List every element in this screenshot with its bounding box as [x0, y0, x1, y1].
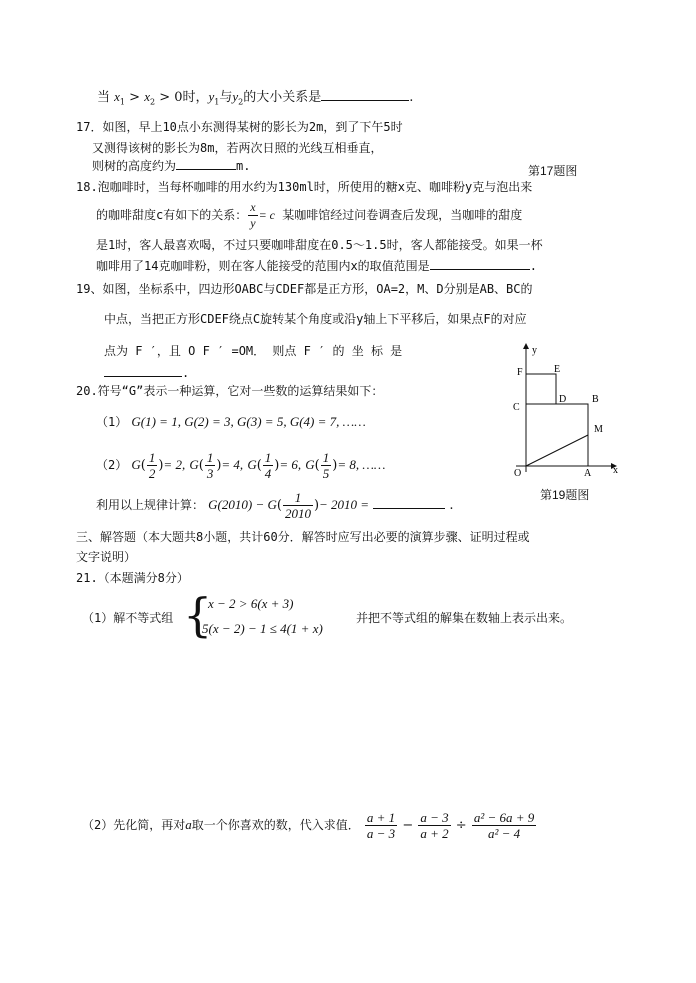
q21-part2: （2）先化简，再对a取一个你喜欢的数，代入求值． $\frac{a + 1}{a - 3}$ − $\frac{a - 3}{a + 2}$ ÷ $\frac{\text{a² − 6a + 9}}{\text{a² − 4}}$ — [82, 810, 535, 841]
answer-blank[interactable] — [104, 364, 182, 377]
label-x: x — [613, 465, 618, 476]
q18-line2: 的咖啡甜度c有如下的关系： $\frac{x}{y}$ = c 某咖啡馆经过问卷调查后发现，当咖啡的甜度 — [96, 200, 523, 230]
q18-line3: 是1时，客人最喜欢喝，不过只要咖啡甜度在0.5～1.5时，客人都能接受。如果一杯 — [96, 238, 543, 252]
label-C: C — [513, 402, 520, 413]
q19-line2: 中点，当把正方形CDEF绕点C旋转某个角度或沿y轴上下平移后，如果点F的对应 — [104, 312, 527, 326]
answer-blank[interactable] — [321, 88, 409, 101]
fraction-2: $\frac{a - 3}{a + 2}$ — [420, 810, 449, 841]
section3-line1: 三、解答题（本大题共8小题，共计60分．解答时应写出必要的演算步骤、证明过程或 — [76, 530, 530, 544]
label-F: F — [517, 367, 523, 378]
q21-header: 21.（本题满分8分） — [76, 571, 189, 585]
answer-blank[interactable] — [176, 157, 236, 170]
q20-row1: （1） G(1) = 1, G(2) = 3, G(3) = 5, G(4) = 7, …… — [96, 414, 366, 429]
q18-fraction: $\frac{x}{y}$ — [250, 200, 256, 230]
label-y: y — [532, 345, 537, 356]
square-OABC — [526, 404, 588, 466]
segment-OM — [526, 435, 588, 466]
q20-calc: 利用以上规律计算： G(2010) − G( $\frac{1}{2010}$ )− 2010 = . — [96, 490, 454, 521]
system-brace: { — [183, 588, 213, 642]
q21-part1-label: （1）解不等式组 — [82, 611, 174, 625]
q17-line3: 则树的高度约为 m. — [92, 159, 251, 173]
q18-line1: 18.泡咖啡时，当每杯咖啡的用水约为130ml时，所使用的糖x克、咖啡粉y克与泡出来 — [76, 180, 533, 194]
label-A: A — [584, 468, 592, 479]
q20-line1: 20.符号“G”表示一种运算，它对一些数的运算结果如下： — [76, 384, 384, 398]
label-E: E — [554, 364, 561, 375]
answer-blank[interactable] — [373, 496, 445, 509]
q19-line4: . — [104, 364, 189, 382]
q17-figure-caption: 第17题图 — [528, 164, 578, 178]
q19-line3: 点为 F ′，且 O F ′ =OM． 则点 F ′ 的 坐 标 是 — [104, 344, 403, 358]
inequality-2: 5(x − 2) − 1 ≤ 4(1 + x) — [202, 621, 323, 636]
answer-blank[interactable] — [430, 257, 530, 270]
q18-line4: 咖啡用了14克咖啡粉，则在客人能接受的范围内x的取值范围是 . — [96, 259, 537, 273]
section3-line2: 文字说明） — [76, 550, 137, 564]
fraction-1: $\frac{a + 1}{a - 3}$ — [366, 810, 396, 841]
inequality-1: x − 2 > 6(x + 3) — [208, 596, 294, 611]
label-D: D — [559, 394, 567, 405]
label-O: O — [514, 468, 522, 479]
q16-line: 当 $x_1 > x_2 > 0$时，$y_1$与$y_2$的大小关系是 . — [97, 89, 414, 107]
label-M: M — [594, 424, 603, 435]
square-CDEF — [526, 374, 556, 404]
label-B: B — [592, 394, 599, 405]
q19-figure-caption: 第19题图 — [540, 488, 590, 502]
q17-line1: 17．如图，早上10点小东测得某树的影长为2m，到了下午5时 — [76, 120, 403, 134]
q19-figure — [496, 338, 626, 486]
q19-line1: 19、如图，坐标系中，四边形OABC与CDEF都是正方形，OA=2，M、D分别是AB、BC的 — [76, 282, 533, 296]
q21-part1-tail: 并把不等式组的解集在数轴上表示出来。 — [356, 611, 573, 625]
q20-row2: （2） G( $\frac{1}{2}$ )= 2, G( $\frac{1}{3}$ )= 4, G( $\frac{1}{4}$ )= 6, G( $\frac{1}{5}$ )= 8, …… — [96, 450, 386, 481]
fraction-3: $\frac{\text{a² − 6a + 9}}{\text{a² − 4}}$ — [473, 810, 535, 841]
q17-line2: 又测得该树的影长为8m，若两次日照的光线互相垂直， — [92, 141, 383, 155]
